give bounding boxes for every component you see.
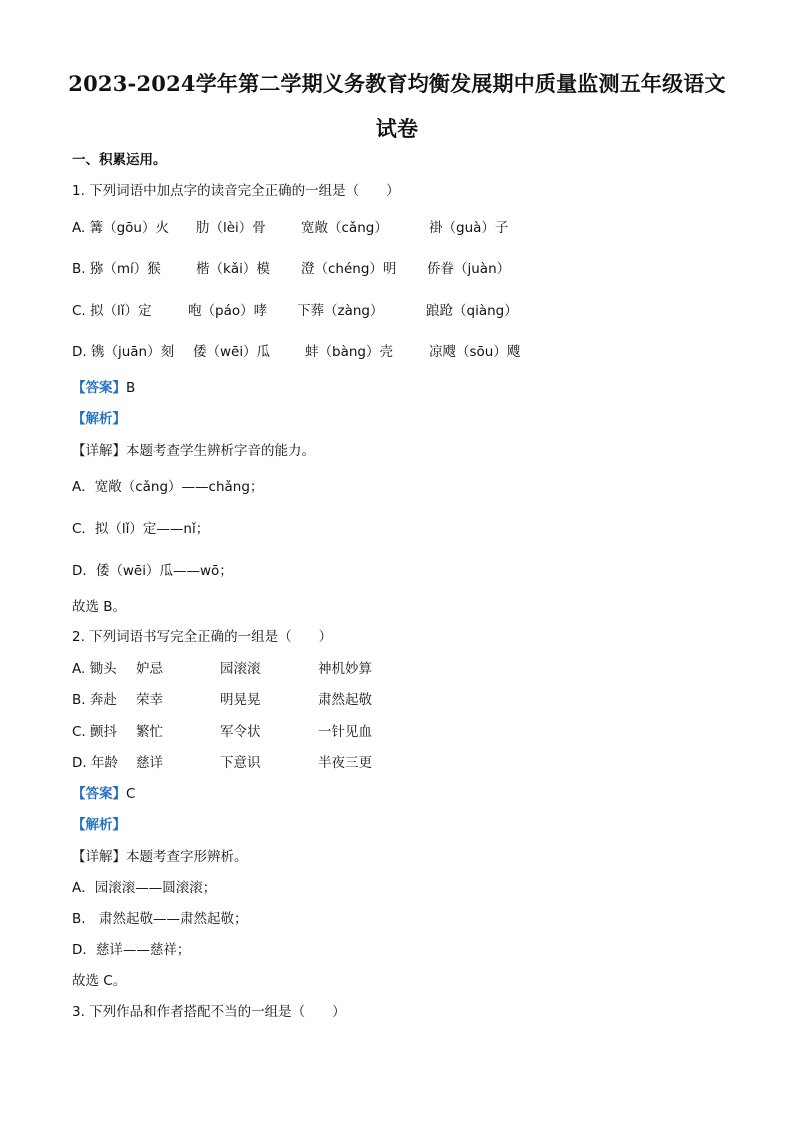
option-item: 澄（chéng）明 [301,261,397,277]
question-1-note-d: D．倭（wēi）瓜——wō； [72,563,233,579]
option-item: A. 篝（gōu）火 [72,220,169,236]
option-item: 妒忌 [136,661,163,677]
question-3-stem: 3. 下列作品和作者搭配不当的一组是（ ） [72,1004,346,1020]
question-2-option-d [72,754,752,772]
question-2-note-a: A．园滚滚——圆滚滚； [72,880,217,896]
option-item: 褂（guà）子 [429,220,509,236]
answer-tag: 【答案】 [72,786,126,802]
option-item: D. 年龄 [72,755,118,771]
option-item: 军令状 [220,724,261,740]
question-2-option-b [72,691,752,709]
option-item: 繁忙 [136,724,163,740]
option-item: B. 奔赴 [72,692,117,708]
question-1-option-d [72,343,752,361]
detail-text: 本题考查字形辨析。 [126,849,248,865]
question-1-detail [72,442,315,460]
analysis-tag: 【解析】 [72,411,126,427]
question-2-note-d: D．慈详——慈祥； [72,942,191,958]
question-1-answer [72,379,135,397]
question-1-stem: 1. 下列词语中加点字的读音完全正确的一组是（ ） [72,183,400,199]
option-item: B. 猕（mí）猴 [72,261,161,277]
question-1-option-b [72,260,752,278]
option-item: 一针见血 [318,724,372,740]
question-2-detail [72,848,248,866]
question-1-note-c: C．拟（lǐ）定——nǐ； [72,521,210,537]
option-item: 蚌（bàng）壳 [305,344,393,360]
question-2-note-b: B． 肃然起敬——肃然起敬； [72,911,248,927]
option-item: 神机妙算 [318,661,372,677]
option-item: 半夜三更 [318,755,372,771]
option-item: 倭（wēi）瓜 [193,344,271,360]
question-2-answer [72,785,135,803]
option-item: 明晃晃 [220,692,261,708]
option-item: 踉跄（qiàng） [426,303,518,319]
question-2-conclusion: 故选 C。 [72,973,127,989]
option-item: 慈详 [136,755,163,771]
detail-text: 本题考查学生辨析字音的能力。 [126,443,315,459]
option-item: 宽敞（cǎng） [301,220,388,236]
answer-value: C [126,786,136,802]
question-1-option-a [72,219,752,237]
question-2-option-a [72,660,752,678]
option-item: C. 颤抖 [72,724,118,740]
option-item: 咆（páo）哮 [188,303,268,319]
document-title-line2: 试卷 [375,116,419,141]
option-item: 下意识 [220,755,261,771]
question-2-stem: 2. 下列词语书写完全正确的一组是（ ） [72,629,333,645]
option-item: 园滚滚 [220,661,261,677]
analysis-tag: 【解析】 [72,817,126,833]
option-item: 肃然起敬 [318,692,372,708]
question-1-analysis [72,410,126,428]
question-1-option-c [72,302,752,320]
option-item: 下葬（zàng） [297,303,384,319]
detail-tag: 【详解】 [72,849,126,865]
option-item: 凉飕（sōu）飕 [429,344,521,360]
question-2-analysis [72,816,126,834]
answer-value: B [126,380,136,396]
option-item: 肋（lèi）骨 [196,220,266,236]
question-2-option-c [72,723,752,741]
document-title-line1: 2023-2024学年第二学期义务教育均衡发展期中质量监测五年级语文 [68,71,726,96]
option-item: C. 拟（lǐ）定 [72,303,152,319]
option-item: 侨眷（juàn） [427,261,511,277]
question-1-conclusion: 故选 B。 [72,599,127,615]
option-item: 荣幸 [136,692,163,708]
detail-tag: 【详解】 [72,443,126,459]
answer-tag: 【答案】 [72,380,126,396]
section-heading: 一、积累运用。 [72,152,167,168]
question-1-note-a: A．宽敞（cǎng）——chǎng； [72,479,264,495]
option-item: A. 锄头 [72,661,117,677]
option-item: 楷（kǎi）模 [196,261,270,277]
option-item: D. 镌（juān）刻 [72,344,175,360]
